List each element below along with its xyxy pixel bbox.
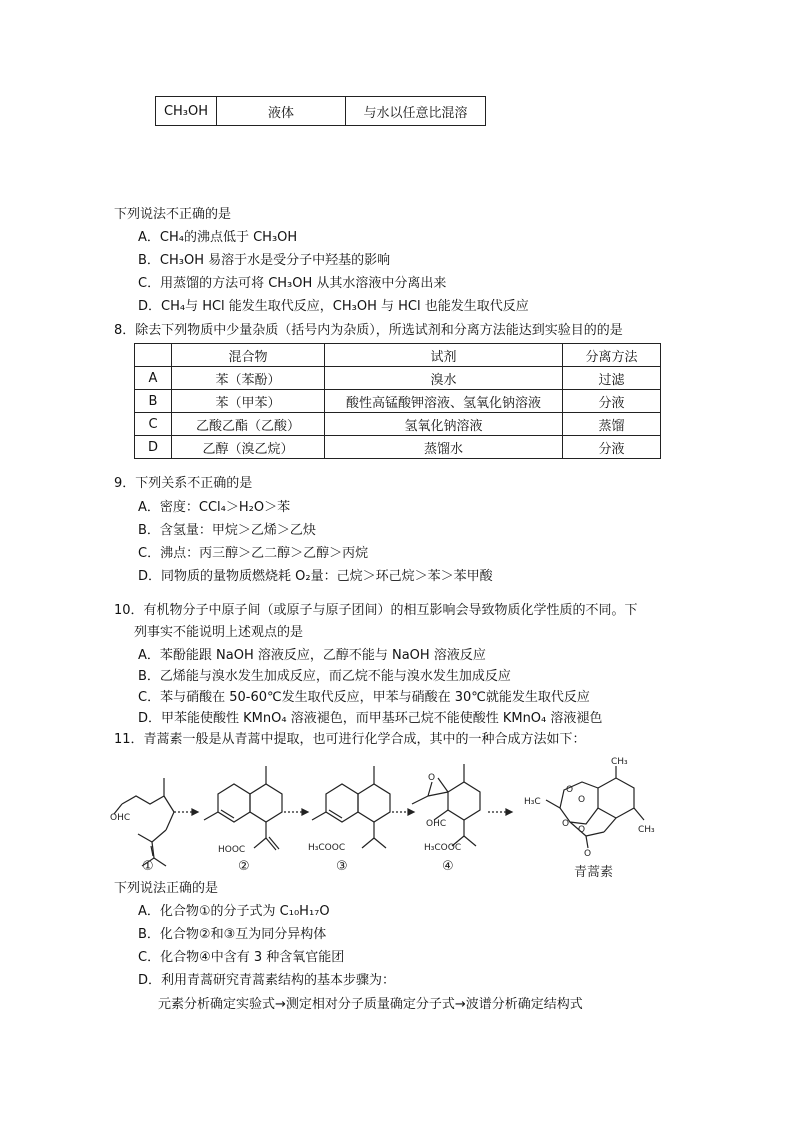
q10-option-d: D．甲苯能使酸性 KMnO₄ 溶液褪色，而甲基环己烷不能使酸性 KMnO₄ 溶液褪色 — [138, 711, 603, 726]
q8-table — [134, 343, 661, 459]
q7-option-c: C．用蒸馏的方法可将 CH₃OH 从其水溶液中分离出来 — [138, 276, 447, 291]
group-label: H₃COOC — [424, 843, 462, 853]
table-cell: 分液 — [563, 436, 661, 459]
table-row — [135, 413, 661, 436]
table-cell: 酸性高锰酸钾溶液、氢氧化钠溶液 — [325, 390, 563, 413]
group-label: H₃C — [524, 797, 541, 807]
q9-option-c: C．沸点：丙三醇＞乙二醇＞乙醇＞丙烷 — [138, 546, 369, 561]
group-label: O — [578, 795, 586, 805]
group-label: O — [566, 785, 574, 795]
table-cell: 液体 — [217, 97, 346, 126]
table-row — [135, 436, 661, 459]
table-cell: 乙醇（溴乙烷） — [172, 436, 325, 459]
table-cell: 过滤 — [563, 367, 661, 390]
q11-option-a: A．化合物①的分子式为 C₁₀H₁₇O — [138, 904, 330, 919]
table-cell: 与水以任意比混溶 — [346, 97, 486, 126]
table-cell: 蒸馏 — [563, 413, 661, 436]
q9-stem: 9．下列关系不正确的是 — [114, 476, 253, 491]
q7-option-b: B．CH₃OH 易溶于水是受分子中羟基的影响 — [138, 253, 391, 268]
compound-label: 青蒿素 — [574, 865, 614, 880]
q11-option-d: D．利用青蒿研究青蒿素结构的基本步骤为： — [138, 973, 396, 988]
compound-label: ② — [238, 859, 250, 874]
group-label: H₃COOC — [308, 843, 346, 853]
table-cell: 溴水 — [325, 367, 563, 390]
table-cell: B — [135, 390, 172, 413]
q11-option-d-continuation: 元素分析确定实验式→测定相对分子质量确定分子式→波谱分析确定结构式 — [158, 997, 583, 1012]
group-label: OHC — [426, 819, 447, 829]
group-label: O — [584, 849, 592, 859]
q9-option-d: D．同物质的量物质燃烧耗 O₂量：己烷＞环己烷＞苯＞苯甲酸 — [138, 569, 493, 584]
group-label: OHC — [110, 813, 131, 823]
group-label: O — [428, 773, 436, 783]
q11-sub-stem: 下列说法正确的是 — [114, 881, 219, 896]
q10-stem-line1: 10．有机物分子中原子间（或原子与原子团间）的相互影响会导致物质化学性质的不同。下 — [114, 603, 638, 618]
table-header: 试剂 — [325, 344, 563, 367]
table-header — [135, 344, 172, 367]
compound-3-structure — [312, 766, 390, 848]
compound-label: ① — [142, 859, 154, 874]
table-cell: 分液 — [563, 390, 661, 413]
group-label: HOOC — [218, 845, 246, 855]
q10-option-b: B．乙烯能与溴水发生加成反应，而乙烷不能与溴水发生加成反应 — [138, 669, 511, 684]
q10-stem-line2: 列事实不能说明上述观点的是 — [134, 625, 304, 640]
table-header-row — [135, 344, 661, 367]
table-cell: 蒸馏水 — [325, 436, 563, 459]
table-cell: D — [135, 436, 172, 459]
table-cell: 苯（苯酚） — [172, 367, 325, 390]
table-header: 混合物 — [172, 344, 325, 367]
table-row — [135, 367, 661, 390]
table-cell: A — [135, 367, 172, 390]
compound-label: ③ — [336, 859, 348, 874]
q11-stem: 11．青蒿素一般是从青蒿中提取，也可进行化学合成，其中的一种合成方法如下： — [114, 732, 586, 747]
artemisinin-structure — [546, 766, 644, 848]
group-label: O — [578, 825, 586, 835]
q7-stem: 下列说法不正确的是 — [114, 207, 232, 222]
q9-option-b: B．含氢量：甲烷＞乙烯＞乙炔 — [138, 523, 316, 538]
table-cell: C — [135, 413, 172, 436]
table-cell: 氢氧化钠溶液 — [325, 413, 563, 436]
table-header: 分离方法 — [563, 344, 661, 367]
synthesis-scheme-diagram — [108, 752, 668, 882]
group-label: CH₃ — [611, 757, 628, 767]
table-cell: CH₃OH — [156, 97, 217, 126]
q10-option-a: A．苯酚能跟 NaOH 溶液反应，乙醇不能与 NaOH 溶液反应 — [138, 648, 486, 663]
q11-option-c: C．化合物④中含有 3 种含氧官能团 — [138, 950, 345, 965]
group-label: O — [562, 819, 570, 829]
table-cell: 苯（甲苯） — [172, 390, 325, 413]
q9-option-a: A．密度：CCl₄＞H₂O＞苯 — [138, 500, 291, 515]
table-cell: 乙酸乙酯（乙酸） — [172, 413, 325, 436]
table-row — [135, 390, 661, 413]
compound-4-structure — [412, 764, 480, 846]
table-row — [156, 97, 486, 126]
q10-option-c: C．苯与硝酸在 50-60℃发生取代反应，甲苯与硝酸在 30℃就能发生取代反应 — [138, 690, 590, 705]
q7-option-a: A．CH₄的沸点低于 CH₃OH — [138, 230, 298, 245]
q11-option-b: B．化合物②和③互为同分异构体 — [138, 927, 327, 942]
group-label: CH₃ — [638, 825, 655, 835]
top-table — [155, 96, 486, 126]
compound-label: ④ — [442, 859, 454, 874]
q8-stem: 8．除去下列物质中少量杂质（括号内为杂质），所选试剂和分离方法能达到实验目的的是 — [114, 323, 623, 338]
compound-2-structure — [204, 766, 282, 850]
q7-option-d: D．CH₄与 HCl 能发生取代反应，CH₃OH 与 HCl 也能发生取代反应 — [138, 299, 529, 314]
